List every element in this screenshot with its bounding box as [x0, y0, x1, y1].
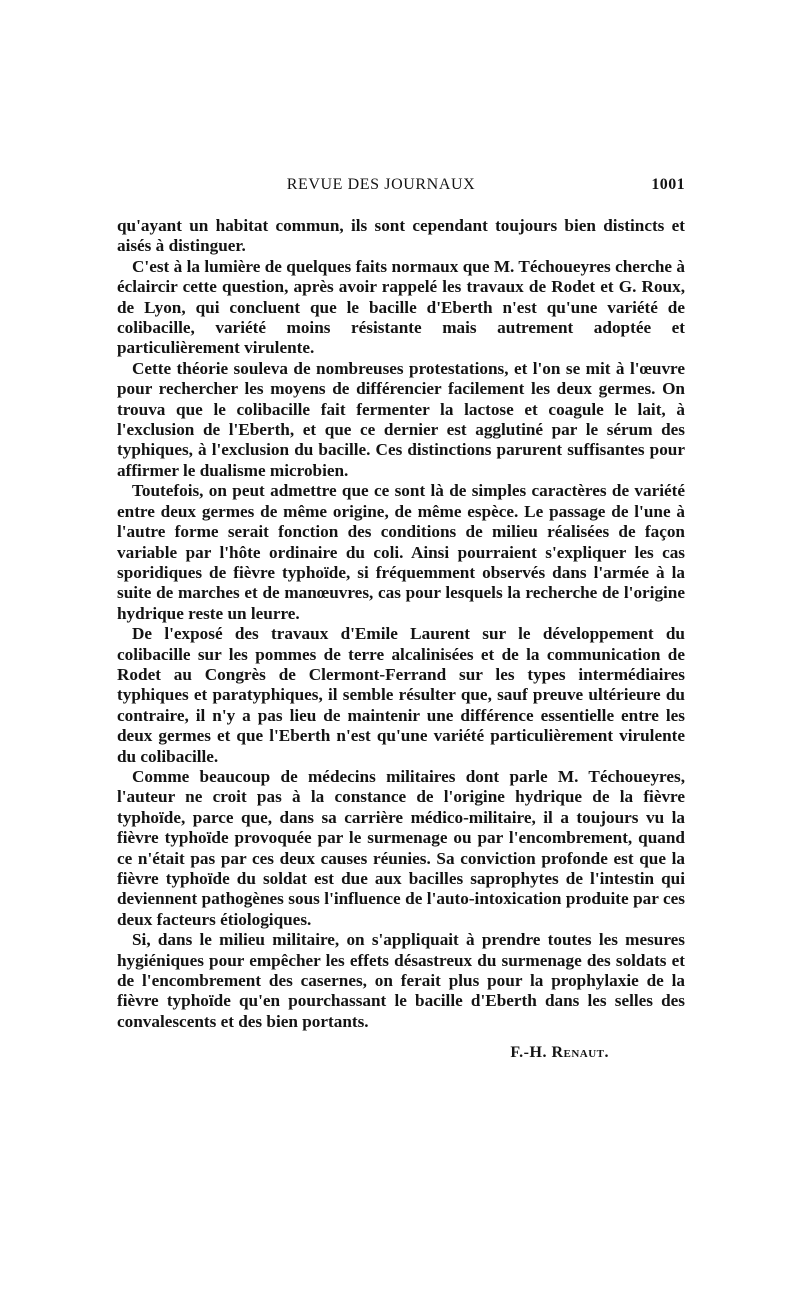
page-number: 1001 — [651, 176, 685, 193]
signature-initials: F.-H. — [510, 1044, 547, 1062]
running-title: REVUE DES JOURNAUX — [286, 176, 476, 193]
running-header — [117, 176, 685, 202]
paragraph-variety-characters: Toutefois, on peut admettre que ce sont là de simples caractères de variété entre deux germes de même origine, de même espèce. Le passage de l'une à l'autre forme serait fonction des conditions de milieu réalisées de façon variable par l'hôte ordinaire du coli. Ainsi pourraient s'expliquer les cas sporidiques de fièvre typhoïde, si fréquemment observés dans l'armée à la suite de marches et de manœuvres, cas pour lesquels la recherche de l'origine hydrique reste un leurre. — [117, 481, 685, 623]
signature-surname: Renaut. — [551, 1044, 609, 1062]
paragraph-continuation: qu'ayant un habitat commun, ils sont cependant toujours bien distincts et aisés à distinguer. — [117, 216, 685, 256]
document-page — [117, 176, 685, 1062]
paragraph-theory-protests: Cette théorie souleva de nombreuses protestations, et l'on se mit à l'œuvre pour rechercher les moyens de différencier facilement les deux germes. On trouva que le colibacille fait fermenter la lactose et coagule le lait, à l'exclusion de l'Eberth, et que ce dernier est agglutiné par le sérum des typhiques, à l'exclusion du bacille. Ces distinctions parurent suffisantes pour affirmer le dualisme microbien. — [117, 358, 685, 480]
author-signature — [117, 1044, 685, 1062]
paragraph-military-doctors: Comme beaucoup de médecins militaires dont parle M. Téchoueyres, l'auteur ne croit pas à la constance de l'origine hydrique de la fièvre typhoïde, parce que, dans sa carrière médico-militaire, il a toujours vu la fièvre typhoïde provoquée par le surmenage ou par l'encombrement, quand ce n'était pas par ces deux causes réunies. Sa conviction profonde est que la fièvre typhoïde du soldat est due aux bacilles saprophytes de l'intestin qui deviennent pathogènes sous l'influence de l'auto-intoxication produite par ces deux facteurs étiologiques. — [117, 766, 685, 929]
paragraph-laurent-rodet: De l'exposé des travaux d'Emile Laurent sur le développement du colibacille sur les pommes de terre alcalinisées et de la communication de Rodet au Congrès de Clermont-Ferrand sur les types intermédiaires typhiques et paratyphiques, il semble résulter que, sauf preuve ultérieure du contraire, il n'y a pas lieu de maintenir une différence essentielle entre les deux germes et que l'Eberth n'est qu'une variété particulièrement virulente du colibacille. — [117, 624, 685, 766]
paragraph-hygiene-conclusion: Si, dans le milieu militaire, on s'appliquait à prendre toutes les mesures hygiéniques pour empêcher les effets désastreux du surmenage des soldats et de l'encombrement des casernes, on ferait plus pour la prophylaxie de la fièvre typhoïde qu'en pourchassant le bacille d'Eberth dans les selles des convalescents et des bien portants. — [117, 930, 685, 1031]
article-body — [117, 216, 685, 1032]
paragraph-techoueyres-question: C'est à la lumière de quelques faits normaux que M. Téchoueyres cherche à éclaircir cette question, après avoir rappelé les travaux de Rodet et G. Roux, de Lyon, qui concluent que le bacille d'Eberth n'est qu'une variété de colibacille, variété moins résistante mais autrement adoptée et particulièrement virulente. — [117, 256, 685, 358]
